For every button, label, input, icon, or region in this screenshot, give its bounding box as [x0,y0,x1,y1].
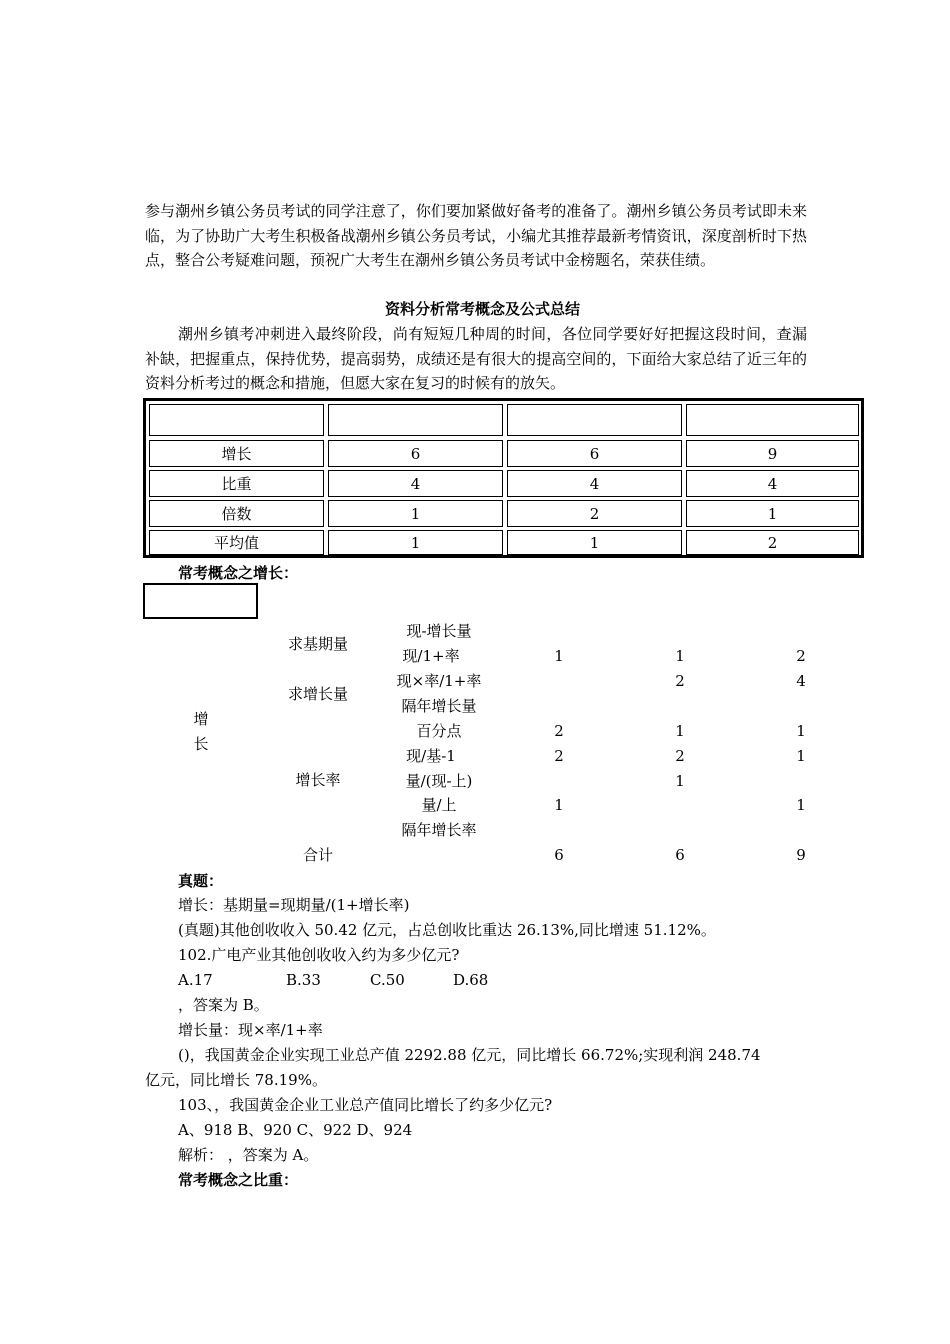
value: 2 [554,722,564,740]
value: 6 [554,846,564,864]
value: 2 [675,672,685,690]
answer-line: 解析： ，答案为 A。 [178,1146,319,1164]
formula-label: 现/1+率 [402,647,460,665]
formula-label: 量/(现-上) [405,772,473,790]
table-cell: 6 [328,440,503,467]
value: 1 [675,647,685,665]
value: 2 [796,647,806,665]
header-cell [686,404,859,436]
formula-label: 量/上 [421,796,457,814]
table-cell: 4 [686,470,859,497]
question-stem: 亿元，同比增长 78.19%。 [145,1071,327,1089]
value: 6 [675,846,685,864]
intro-paragraph: 参与潮州乡镇公务员考试的同学注意了，你们要加紧做好备考的准备了。潮州乡镇公务员考试即未来临，为了协助广大考生积极备战潮州乡镇公务员考试，小编尤其推荐最新考情资讯，深度剖析时下热点，整合公考疑难问题，预祝广大考生在潮州乡镇公务员考试中金榜题名，荣获佳绩。 [145,202,807,269]
table-cell: 4 [507,470,682,497]
table-cell: 1 [686,500,859,527]
value: 1 [554,796,564,814]
formula-label: 隔年增长量 [401,697,477,715]
table-cell: 1 [328,530,503,555]
value: 1 [675,772,685,790]
formula-label: 现/基-1 [406,747,456,765]
row-label: 平均值 [149,530,324,555]
table-cell: 2 [507,500,682,527]
answer-line: ，答案为 B。 [178,996,269,1014]
growth-heading: 常考概念之增长： [178,564,299,582]
row-label: 比重 [149,470,324,497]
option: D.68 [453,971,489,989]
option: B.33 [286,971,321,989]
group-label: 求基期量 [287,635,349,653]
empty-box [143,583,258,619]
formula-line: 增长：基期量=现期量/(1+增长率) [178,896,410,914]
value: 4 [796,672,806,690]
formula-label: 现-增长量 [406,622,472,640]
header-cell [149,404,324,436]
header-cell [507,404,682,436]
option: C.50 [370,971,405,989]
value: 2 [554,747,564,765]
table-cell: 9 [686,440,859,467]
value: 1 [796,796,806,814]
value: 1 [796,747,806,765]
row-label: 增长 [149,440,324,467]
value: 1 [554,647,564,665]
formula-label: 百分点 [416,722,462,740]
row-label: 倍数 [149,500,324,527]
table-cell: 1 [507,530,682,555]
zhenti-heading: 真题： [178,872,224,890]
question-text: 103、，我国黄金企业工业总产值同比增长了约多少亿元? [178,1096,553,1114]
formula-label: 现×率/1+率 [396,672,482,690]
table-cell: 4 [328,470,503,497]
options-line: A、918 B、920 C、922 D、924 [178,1121,413,1139]
table-cell: 1 [328,500,503,527]
group-label: 求增长量 [287,685,349,703]
formula-line: 增长量：现×率/1+率 [178,1021,323,1039]
summary-table [143,398,864,558]
question-stem: (真题)其他创收收入 50.42 亿元，占总创收比重达 26.13%,同比增速 51.12%。 [178,921,716,939]
value: 1 [796,722,806,740]
intro-paragraph-2: 潮州乡镇考冲刺进入最终阶段，尚有短短几种周的时间，各位同学要好好把握这段时间，查漏补缺，把握重点，保持优势，提高弱势，成绩还是有很大的提高空间的，下面给大家总结了近三年的资料分析考过的概念和措施，但愿大家在复习的时候有的放矢。 [145,325,807,392]
group-label: 增长率 [295,771,341,789]
value: 2 [675,747,685,765]
value: 1 [675,722,685,740]
option: A.17 [178,971,213,989]
category-char: 长 [193,735,209,753]
question-stem: ()，我国黄金企业实现工业总产值 2292.88 亿元，同比增长 66.72%;实现利润 248.74 [178,1046,761,1064]
value: 9 [796,846,806,864]
total-label: 合计 [302,846,334,864]
section-title: 资料分析常考概念及公式总结 [385,300,581,318]
question-text: 102.广电产业其他创收收入约为多少亿元? [178,946,460,964]
header-cell [328,404,503,436]
ratio-heading: 常考概念之比重： [178,1171,299,1189]
category-char: 增 [193,710,209,728]
table-cell: 6 [507,440,682,467]
formula-label: 隔年增长率 [401,821,477,839]
table-cell: 2 [686,530,859,555]
